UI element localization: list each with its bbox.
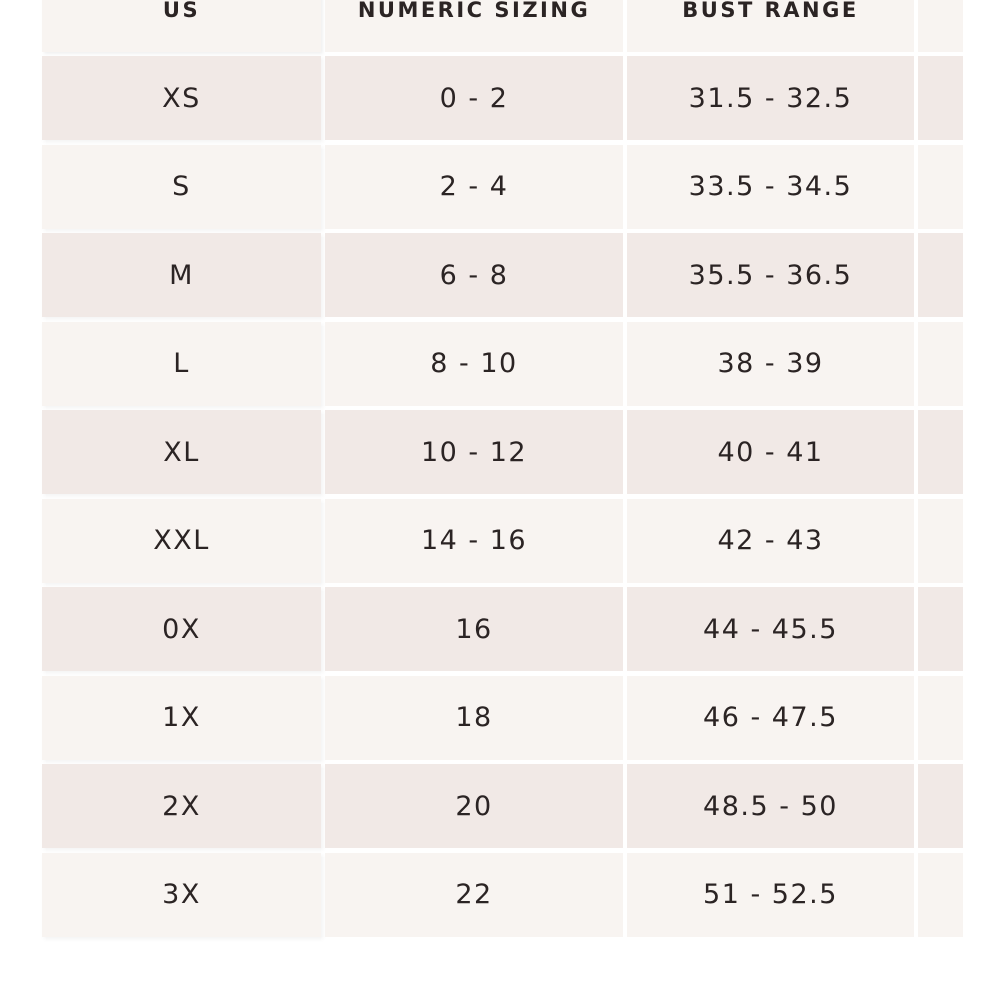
cut-off-cell xyxy=(918,587,963,671)
numeric-size-cell: 2 - 4 xyxy=(325,145,623,229)
bust-range-cell: 40 - 41 xyxy=(627,410,914,494)
us-size-cell: 3X xyxy=(42,853,321,937)
bust-range-cell: 42 - 43 xyxy=(627,499,914,583)
us-size-cell: L xyxy=(42,322,321,406)
us-size-cell: 2X xyxy=(42,764,321,848)
table-row xyxy=(42,322,963,411)
cut-off-cell xyxy=(918,853,963,937)
table-row xyxy=(42,499,963,588)
table-row xyxy=(42,587,963,676)
cut-off-cell xyxy=(918,56,963,140)
table-row xyxy=(42,145,963,234)
cut-off-cell xyxy=(918,676,963,760)
numeric-size-cell: 6 - 8 xyxy=(325,233,623,317)
bust-range-cell: 44 - 45.5 xyxy=(627,587,914,671)
header-bust-range: BUST RANGE xyxy=(627,0,914,52)
numeric-size-cell: 10 - 12 xyxy=(325,410,623,494)
cut-off-cell xyxy=(918,145,963,229)
bust-range-cell: 51 - 52.5 xyxy=(627,853,914,937)
cut-off-cell xyxy=(918,764,963,848)
table-row xyxy=(42,56,963,145)
bust-range-cell: 48.5 - 50 xyxy=(627,764,914,848)
numeric-size-cell: 18 xyxy=(325,676,623,760)
table-row xyxy=(42,410,963,499)
header-cut-off-column xyxy=(918,0,963,52)
table-header-row xyxy=(42,0,963,56)
numeric-size-cell: 8 - 10 xyxy=(325,322,623,406)
cut-off-cell xyxy=(918,410,963,494)
bust-range-cell: 35.5 - 36.5 xyxy=(627,233,914,317)
numeric-size-cell: 0 - 2 xyxy=(325,56,623,140)
table-row xyxy=(42,676,963,765)
table-row xyxy=(42,764,963,853)
numeric-size-cell: 22 xyxy=(325,853,623,937)
bust-range-cell: 38 - 39 xyxy=(627,322,914,406)
table-row xyxy=(42,853,963,942)
cut-off-cell xyxy=(918,499,963,583)
us-size-cell: 0X xyxy=(42,587,321,671)
bust-range-cell: 31.5 - 32.5 xyxy=(627,56,914,140)
bust-range-cell: 46 - 47.5 xyxy=(627,676,914,760)
table-row xyxy=(42,233,963,322)
numeric-size-cell: 20 xyxy=(325,764,623,848)
size-chart-table xyxy=(42,0,963,941)
cut-off-cell xyxy=(918,233,963,317)
bust-range-cell: 33.5 - 34.5 xyxy=(627,145,914,229)
header-us: US xyxy=(42,0,321,52)
us-size-cell: 1X xyxy=(42,676,321,760)
us-size-cell: XXL xyxy=(42,499,321,583)
us-size-cell: XS xyxy=(42,56,321,140)
cut-off-cell xyxy=(918,322,963,406)
header-numeric-sizing: NUMERIC SIZING xyxy=(325,0,623,52)
us-size-cell: XL xyxy=(42,410,321,494)
us-size-cell: M xyxy=(42,233,321,317)
us-size-cell: S xyxy=(42,145,321,229)
numeric-size-cell: 16 xyxy=(325,587,623,671)
numeric-size-cell: 14 - 16 xyxy=(325,499,623,583)
